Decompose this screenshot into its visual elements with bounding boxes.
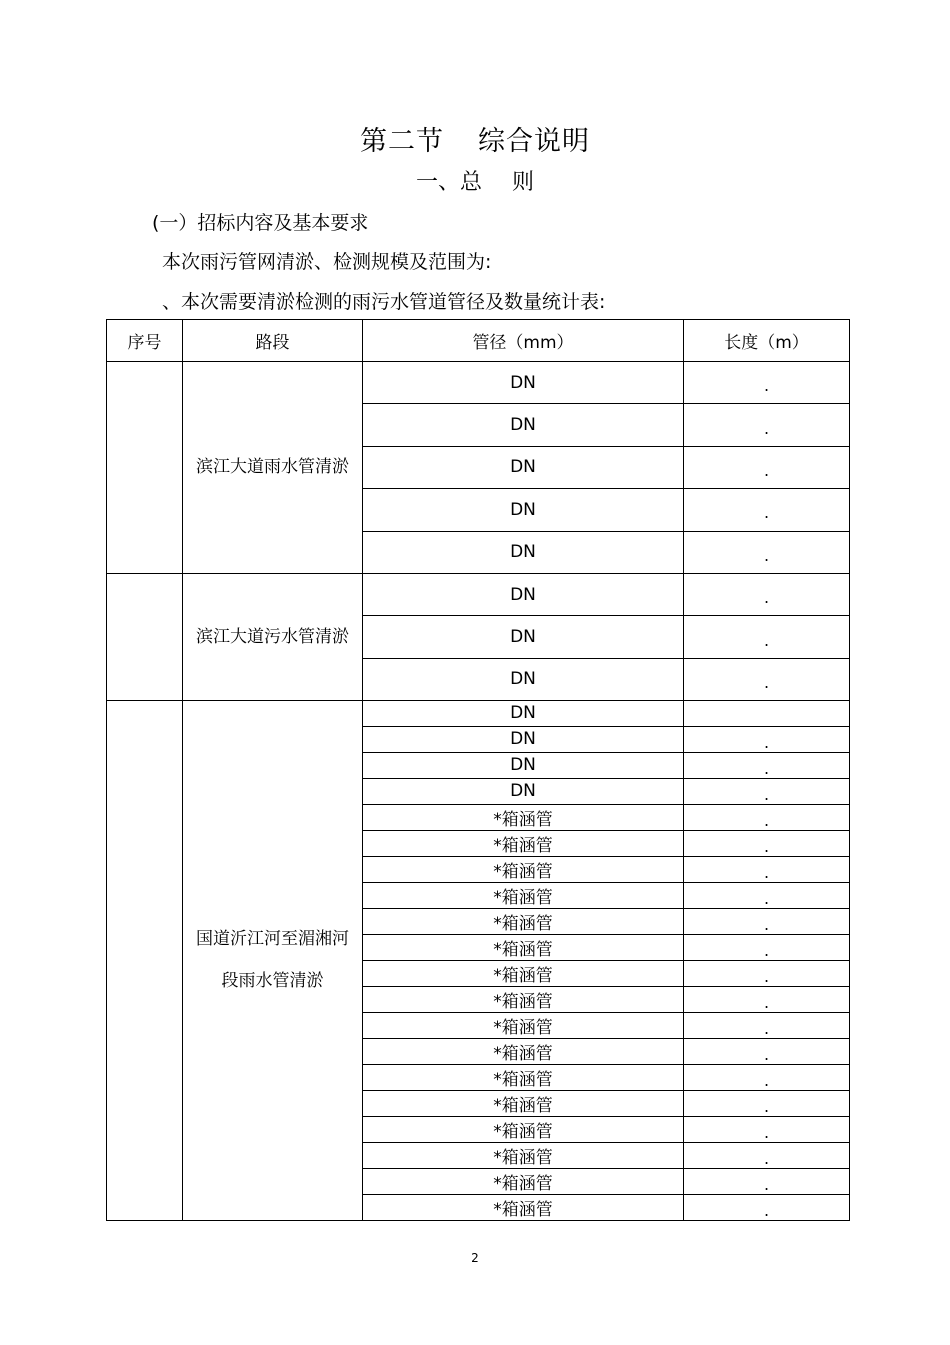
diameter-cell: *箱涵管: [363, 1194, 684, 1220]
section-title: [0, 119, 950, 158]
length-cell: .: [684, 960, 850, 986]
diameter-cell: *箱涵管: [363, 1142, 684, 1168]
diameter-cell: DN: [363, 489, 684, 531]
length-cell: .: [684, 573, 850, 615]
diameter-cell: DN: [363, 616, 684, 658]
length-cell: .: [684, 856, 850, 882]
table-row: [107, 573, 850, 615]
diameter-cell: *箱涵管: [363, 1064, 684, 1090]
diameter-cell: *箱涵管: [363, 856, 684, 882]
length-cell: .: [684, 778, 850, 804]
header-seq: 序号: [107, 320, 183, 362]
diameter-cell: *箱涵管: [363, 804, 684, 830]
diameter-cell: *箱涵管: [363, 1168, 684, 1194]
diameter-cell: DN: [363, 404, 684, 446]
table-row: [107, 701, 850, 727]
page-number: 2: [471, 1251, 479, 1265]
length-cell: .: [684, 658, 850, 700]
length-cell: .: [684, 986, 850, 1012]
diameter-cell: DN: [363, 752, 684, 778]
diameter-cell: *箱涵管: [363, 934, 684, 960]
length-cell: .: [684, 489, 850, 531]
table-row: [107, 362, 850, 404]
paragraph-scope-intro: 本次雨污管网清淤、检测规模及范围为:: [162, 251, 492, 273]
diameter-cell: *箱涵管: [363, 882, 684, 908]
chapter-heading-part2: 则: [512, 170, 535, 195]
road-cell: 滨江大道污水管清淤: [183, 573, 363, 700]
diameter-cell: *箱涵管: [363, 1038, 684, 1064]
length-cell: .: [684, 908, 850, 934]
length-cell: .: [684, 362, 850, 404]
length-cell: .: [684, 531, 850, 573]
header-diameter: 管径（mm）: [363, 320, 684, 362]
diameter-cell: DN: [363, 531, 684, 573]
length-cell: .: [684, 1142, 850, 1168]
paragraph-table-caption: 、本次需要清淤检测的雨污水管道管径及数量统计表:: [162, 291, 606, 313]
length-cell: .: [684, 404, 850, 446]
length-cell: .: [684, 934, 850, 960]
length-cell: .: [684, 752, 850, 778]
seq-cell: [107, 701, 183, 1221]
diameter-cell: DN: [363, 778, 684, 804]
length-cell: .: [684, 446, 850, 488]
diameter-cell: *箱涵管: [363, 1090, 684, 1116]
length-cell: .: [684, 1116, 850, 1142]
header-length: 长度（m）: [684, 320, 850, 362]
length-cell: .: [684, 1064, 850, 1090]
length-cell: .: [684, 830, 850, 856]
length-cell: .: [684, 1168, 850, 1194]
table-header-row: [107, 320, 850, 362]
diameter-cell: DN: [363, 658, 684, 700]
section-number: 第二节: [360, 126, 444, 157]
length-cell: .: [684, 1090, 850, 1116]
paragraph-scope-heading: (一）招标内容及基本要求: [152, 212, 369, 234]
length-cell: .: [684, 804, 850, 830]
diameter-cell: DN: [363, 446, 684, 488]
diameter-cell: DN: [363, 362, 684, 404]
length-cell: .: [684, 616, 850, 658]
length-cell: .: [684, 726, 850, 752]
length-cell: [684, 701, 850, 727]
length-cell: .: [684, 1012, 850, 1038]
length-cell: .: [684, 1194, 850, 1220]
pipe-statistics-table: [106, 319, 850, 1221]
diameter-cell: DN: [363, 726, 684, 752]
diameter-cell: *箱涵管: [363, 908, 684, 934]
seq-cell: [107, 573, 183, 700]
diameter-cell: DN: [363, 701, 684, 727]
diameter-cell: *箱涵管: [363, 986, 684, 1012]
header-road: 路段: [183, 320, 363, 362]
diameter-cell: DN: [363, 573, 684, 615]
road-cell: 国道沂江河至湄湘河段雨水管清淤: [183, 701, 363, 1221]
chapter-heading: [0, 165, 950, 196]
chapter-heading-part1: 一、总: [415, 170, 482, 195]
seq-cell: [107, 362, 183, 574]
length-cell: .: [684, 1038, 850, 1064]
diameter-cell: *箱涵管: [363, 1012, 684, 1038]
length-cell: .: [684, 882, 850, 908]
diameter-cell: *箱涵管: [363, 960, 684, 986]
section-name: 综合说明: [478, 126, 590, 157]
diameter-cell: *箱涵管: [363, 1116, 684, 1142]
diameter-cell: *箱涵管: [363, 830, 684, 856]
road-cell: 滨江大道雨水管清淤: [183, 362, 363, 574]
